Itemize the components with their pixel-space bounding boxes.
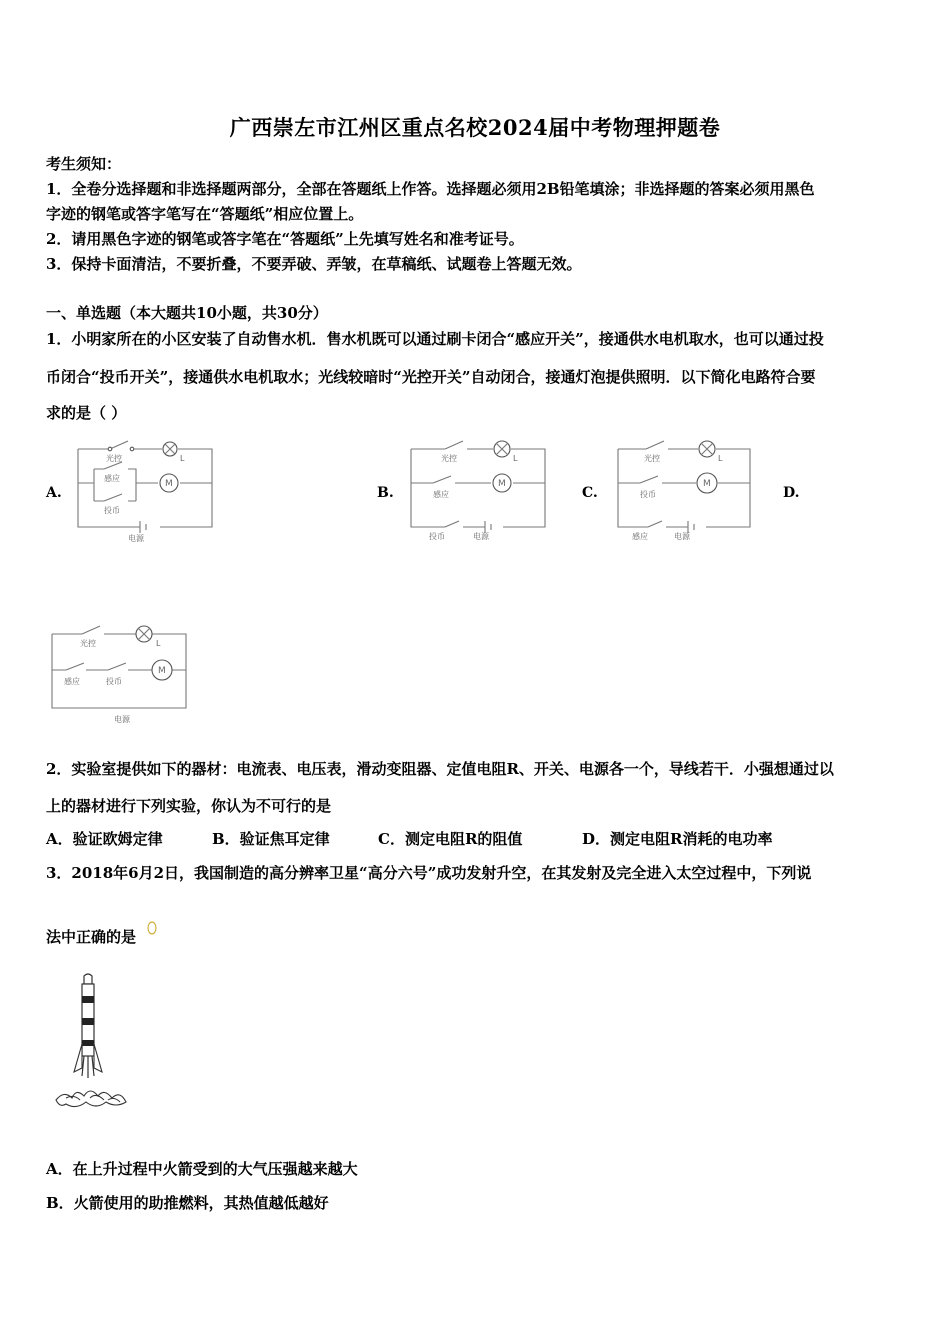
svg-text:感应: 感应 xyxy=(64,677,80,686)
svg-text:M: M xyxy=(158,666,166,676)
svg-text:光控: 光控 xyxy=(441,454,457,463)
page-title: 广西崇左市江州区重点名校2024届中考物理押题卷 xyxy=(229,115,721,140)
section-heading: 一、单选题（本大题共10小题，共30分） xyxy=(46,304,328,322)
q2-option-a: A．验证欧姆定律 xyxy=(46,830,163,848)
svg-text:L: L xyxy=(718,454,723,463)
circuit-c xyxy=(610,435,760,545)
notice-line-1a: 1．全卷分选择题和非选择题两部分，全部在答题纸上作答。选择题必须用2B铅笔填涂；非选择题的答案必须用黑色 xyxy=(46,180,815,198)
svg-text:投币: 投币 xyxy=(106,677,122,686)
q2-line-1: 2．实验室提供如下的器材：电流表、电压表，滑动变阻器、定值电阻R、开关、电源各一个，导线若干．小强想通过以 xyxy=(46,760,834,778)
circuit-d xyxy=(44,622,194,732)
svg-text:感应: 感应 xyxy=(104,474,120,483)
rocket-illustration xyxy=(46,972,136,1117)
option-b-label: B. xyxy=(377,485,394,501)
svg-text:M: M xyxy=(165,479,173,489)
svg-text:光控: 光控 xyxy=(106,454,122,463)
small-oval-mark xyxy=(146,920,158,938)
q1-line-3: 求的是（ ） xyxy=(46,404,127,422)
option-a-label: A. xyxy=(46,485,62,501)
notice-line-3: 3．保持卡面清洁，不要折叠，不要弄破、弄皱，在草稿纸、试题卷上答题无效。 xyxy=(46,255,582,273)
q2-option-d: D．测定电阻R消耗的电功率 xyxy=(582,830,773,848)
svg-text:M: M xyxy=(498,479,506,489)
q2-line-2: 上的器材进行下列实验，你认为不可行的是 xyxy=(46,797,332,815)
circuit-b xyxy=(403,435,553,545)
q3-line-2: 法中正确的是 xyxy=(46,928,137,946)
svg-text:投币: 投币 xyxy=(104,506,120,515)
svg-text:电源: 电源 xyxy=(128,534,144,543)
q2-option-c: C．测定电阻R的阻值 xyxy=(378,830,523,848)
svg-text:感应: 感应 xyxy=(632,532,648,541)
svg-text:M: M xyxy=(703,479,711,489)
svg-text:L: L xyxy=(513,454,518,463)
q3-option-a: A．在上升过程中火箭受到的大气压强越来越大 xyxy=(46,1160,358,1178)
svg-text:L: L xyxy=(180,454,185,463)
svg-text:电源: 电源 xyxy=(114,715,130,724)
svg-text:电源: 电源 xyxy=(674,532,690,541)
q1-line-1: 1．小明家所在的小区安装了自动售水机．售水机既可以通过刷卡闭合“感应开关”，接通供水电机取水，也可以通过投 xyxy=(46,330,824,348)
svg-text:光控: 光控 xyxy=(80,639,96,648)
q1-line-2: 币闭合“投币开关”，接通供水电机取水；光线较暗时“光控开关”自动闭合，接通灯泡提供照明．以下简化电路符合要 xyxy=(46,368,816,386)
q2-option-b: B．验证焦耳定律 xyxy=(212,830,330,848)
q3-line-1: 3．2018年6月2日，我国制造的高分辨率卫星“高分六号”成功发射升空，在其发射及完全进入太空过程中，下列说 xyxy=(46,864,812,882)
option-c-label: C. xyxy=(582,485,598,501)
svg-text:电源: 电源 xyxy=(473,532,489,541)
q3-option-b: B．火箭使用的助推燃料，其热值越低越好 xyxy=(46,1194,329,1212)
option-d-label: D. xyxy=(783,485,800,501)
notice-line-1b: 字迹的钢笔或答字笔写在“答题纸”相应位置上。 xyxy=(46,205,364,223)
svg-text:感应: 感应 xyxy=(433,490,449,499)
svg-text:L: L xyxy=(156,639,161,648)
svg-text:投币: 投币 xyxy=(640,490,656,499)
svg-text:光控: 光控 xyxy=(644,454,660,463)
circuit-a xyxy=(70,435,220,545)
notice-line-2: 2．请用黑色字迹的钢笔或答字笔在“答题纸”上先填写姓名和准考证号。 xyxy=(46,230,524,248)
svg-text:投币: 投币 xyxy=(429,532,445,541)
notice-heading: 考生须知： xyxy=(46,155,122,173)
